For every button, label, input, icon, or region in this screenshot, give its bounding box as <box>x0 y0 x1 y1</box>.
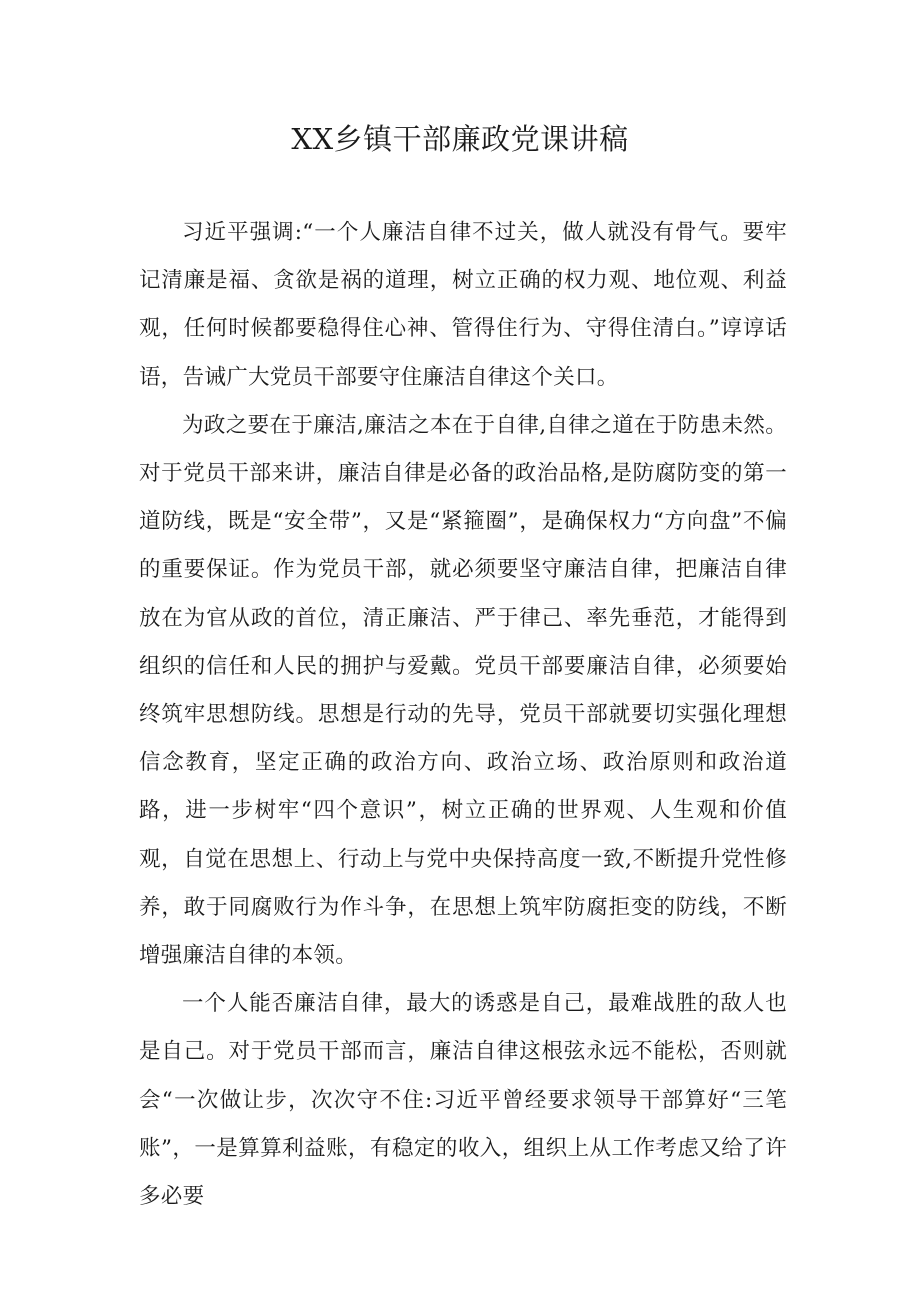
paragraph-1: 习近平强调:“一个人廉洁自律不过关，做人就没有骨气。要牢记清廉是福、贪欲是祸的道理，树立正确的权力观、地位观、利益观，任何时候都要稳得住心神、管得住行为、守得住清白。”谆谆话语，告诫广大党员干部要守住廉洁自律这个关口。 <box>139 220 787 390</box>
paragraph-2: 为政之要在于廉洁,廉洁之本在于自律,自律之道在于防患未然。对于党员干部来讲，廉洁自律是必备的政治品格,是防腐防变的第一道防线，既是“安全带”，又是“紧箍圈”，是确保权力“方向盘”不偏的重要保证。作为党员干部，就必须要坚守廉洁自律，把廉洁自律放在为官从政的首位，清正廉洁、严于律己、率先垂范，才能得到组织的信任和人民的拥护与爱戴。党员干部要廉洁自律，必须要始终筑牢思想防线。思想是行动的先导，党员干部就要切实强化理想信念教育，坚定正确的政治方向、政治立场、政治原则和政治道路，进一步树牢“四个意识”，树立正确的世界观、人生观和价值观，自觉在思想上、行动上与党中央保持高度一致,不断提升党性修养，敢于同腐败行为作斗争，在思想上筑牢防腐拒变的防线，不断增强廉洁自律的本领。 <box>139 412 787 969</box>
document-title: XX乡镇干部廉政党课讲稿 <box>291 122 629 156</box>
document-body <box>139 209 787 1221</box>
paragraph-3: 一个人能否廉洁自律，最大的诱惑是自己，最难战胜的敌人也是自己。对于党员干部而言，廉洁自律这根弦永远不能松，否则就会“一次做让步，次次守不住:习近平曾经要求领导干部算好“三笔账”，一是算算利益账，有稳定的收入，组织上从工作考虑又给了许多必要 <box>139 991 787 1210</box>
